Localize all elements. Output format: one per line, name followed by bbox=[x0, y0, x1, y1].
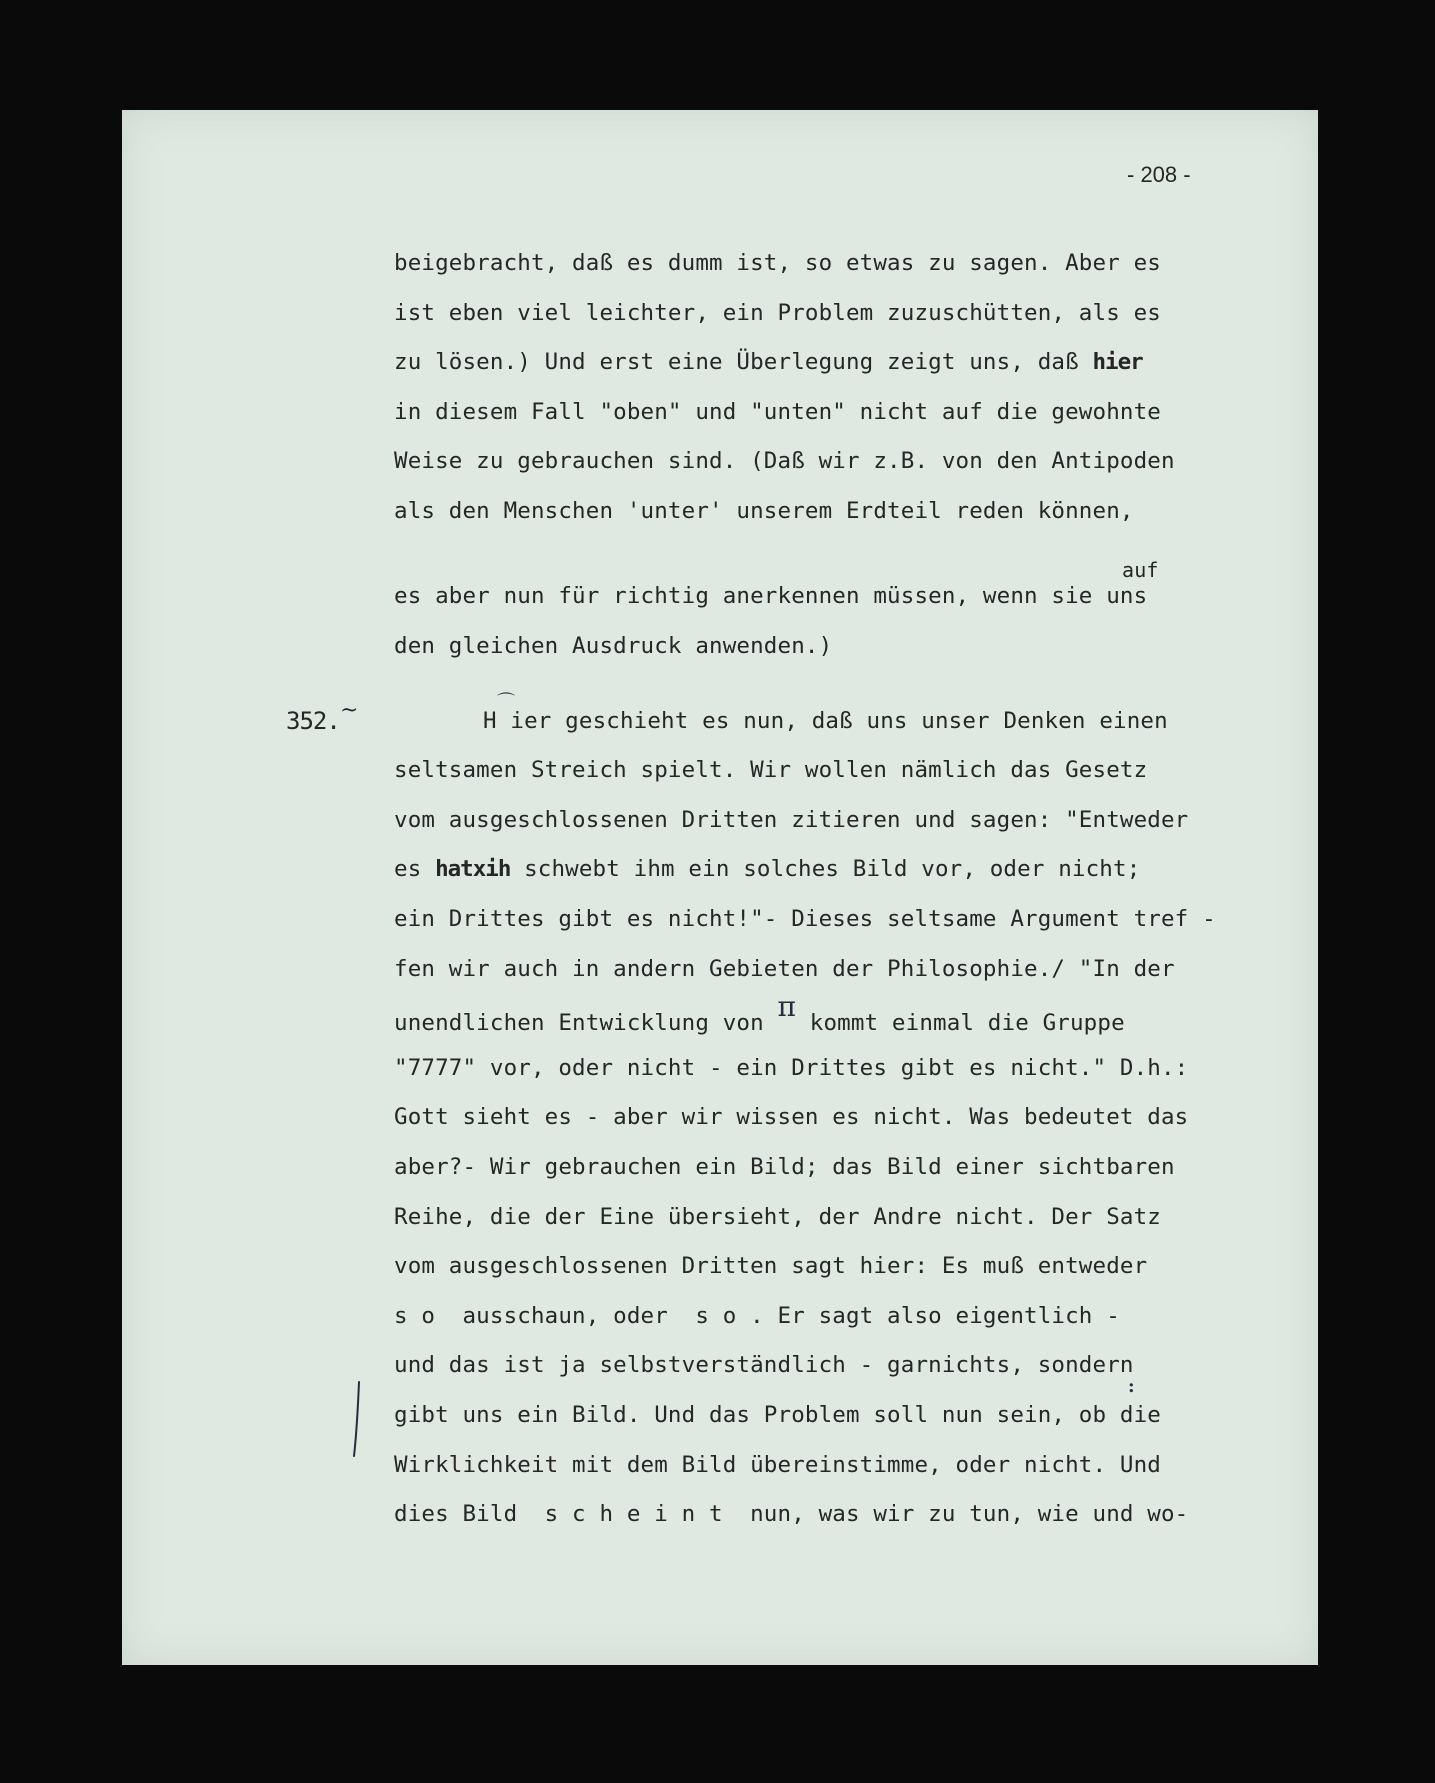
handwritten-tilde-mark: ~ bbox=[340, 698, 359, 723]
text-line: es aber nun für richtig anerkennen müssen, wenn sie uns bbox=[394, 583, 1148, 609]
text-line: seltsamen Streich spielt. Wir wollen nämlich das Gesetz bbox=[394, 757, 1148, 783]
text-line: beigebracht, daß es dumm ist, so etwas zu sagen. Aber es bbox=[394, 250, 1161, 276]
text-fragment: kommt einmal die Gruppe bbox=[796, 1010, 1125, 1036]
typescript-page bbox=[122, 110, 1318, 1665]
text-line bbox=[394, 990, 1125, 1036]
text-line: Gott sieht es - aber wir wissen es nicht. Was bedeutet das bbox=[394, 1104, 1189, 1130]
text-line: vom ausgeschlossenen Dritten sagt hier: Es muß entweder bbox=[394, 1253, 1148, 1279]
text-line: Wirklichkeit mit dem Bild übereinstimme, oder nicht. Und bbox=[394, 1452, 1161, 1478]
text-line: und das ist ja selbstverständlich - garnichts, sondern bbox=[394, 1352, 1134, 1378]
text-line: Reihe, die der Eine übersieht, der Andre nicht. Der Satz bbox=[394, 1204, 1161, 1230]
text-line bbox=[394, 858, 1140, 881]
text-line: dies Bild s c h e i n t nun, was wir zu tun, wie und wo- bbox=[394, 1501, 1189, 1527]
text-line: ein Drittes gibt es nicht!"- Dieses seltsame Argument tref - bbox=[394, 906, 1216, 932]
text-line: aber?- Wir gebrauchen ein Bild; das Bild einer sichtbaren bbox=[394, 1154, 1175, 1180]
text-line: fen wir auch in andern Gebieten der Philosophie./ "In der bbox=[394, 956, 1175, 982]
struck-word: hier bbox=[1092, 349, 1143, 375]
text-line: vom ausgeschlossenen Dritten zitieren und sagen: "Entweder bbox=[394, 807, 1189, 833]
page-number: - 208 - bbox=[1127, 162, 1191, 187]
insertion-auf: auf bbox=[1122, 558, 1159, 582]
text-fragment: schwebt ihm ein solches Bild vor, oder nicht; bbox=[510, 856, 1141, 882]
text-fragment: zu lösen.) Und erst eine Überlegung zeigt uns, daß bbox=[394, 349, 1093, 375]
handwritten-margin-line bbox=[350, 1380, 364, 1460]
text-line: H ier geschieht es nun, daß uns unser Denken einen bbox=[483, 708, 1168, 734]
text-line: den gleichen Ausdruck anwenden.) bbox=[394, 633, 833, 659]
text-line: s o ausschaun, oder s o . Er sagt also eigentlich - bbox=[394, 1303, 1120, 1329]
handwritten-pi-symbol: π bbox=[777, 990, 797, 1023]
text-line: ist eben viel leichter, ein Problem zuzuschütten, als es bbox=[394, 300, 1161, 326]
text-fragment: es bbox=[394, 856, 436, 882]
text-fragment: unendlichen Entwicklung von bbox=[394, 1010, 778, 1036]
text-line bbox=[394, 351, 1143, 374]
struck-word: hatxih bbox=[435, 856, 511, 882]
text-line: als den Menschen 'unter' unserem Erdteil reden können, bbox=[394, 498, 1134, 524]
paragraph-number: 352. bbox=[286, 707, 340, 735]
text-line: gibt uns ein Bild. Und das Problem soll nun sein, ob die bbox=[394, 1402, 1161, 1428]
handwritten-colon-mark: : bbox=[1128, 1376, 1135, 1397]
text-line: Weise zu gebrauchen sind. (Daß wir z.B. von den Antipoden bbox=[394, 448, 1175, 474]
text-line: in diesem Fall "oben" und "unten" nicht auf die gewohnte bbox=[394, 399, 1161, 425]
handwritten-caret-mark: ⌒ bbox=[497, 692, 515, 713]
text-line: "7777" vor, oder nicht - ein Drittes gibt es nicht." D.h.: bbox=[394, 1055, 1189, 1081]
